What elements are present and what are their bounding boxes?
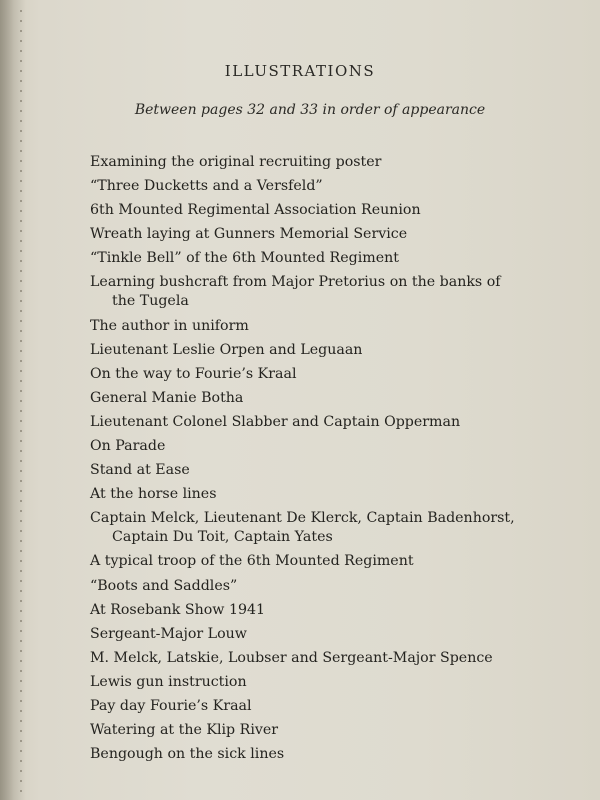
stitch-dot (20, 660, 22, 662)
stitch-dot (20, 570, 22, 572)
gutter-shadow (0, 0, 26, 800)
stitch-dot (20, 590, 22, 592)
stitch-dot (20, 420, 22, 422)
illustration-item (90, 509, 570, 547)
illustration-item (90, 625, 570, 644)
stitch-dot (20, 140, 22, 142)
stitch-dot (20, 130, 22, 132)
illustration-item (90, 225, 570, 244)
illustration-caption: A typical troop of the 6th Mounted Regiment (90, 553, 414, 570)
illustration-item (90, 413, 570, 432)
illustration-item (90, 601, 570, 620)
stitch-dot (20, 520, 22, 522)
illustration-caption: Learning bushcraft from Major Pretorius on the banks of (90, 274, 501, 291)
illustration-caption: Stand at Ease (90, 462, 190, 479)
stitch-dot (20, 270, 22, 272)
illustration-item (90, 389, 570, 408)
illustration-item (90, 317, 570, 336)
stitch-dot (20, 260, 22, 262)
illustration-caption: M. Melck, Latskie, Loubser and Sergeant-Major Spence (90, 649, 493, 666)
stitch-dot (20, 340, 22, 342)
stitch-dot (20, 290, 22, 292)
page-title: ILLUSTRATIONS (224, 62, 376, 80)
stitch-dot (20, 700, 22, 702)
stitch-dot (20, 510, 22, 512)
illustration-caption: On the way to Fourie’s Kraal (90, 365, 297, 382)
illustration-caption: Wreath laying at Gunners Memorial Service (90, 226, 408, 243)
stitch-dot (20, 450, 22, 452)
stitch-dot (20, 80, 22, 82)
illustration-caption: Lieutenant Colonel Slabber and Captain Opperman (90, 413, 461, 430)
illustration-caption: On Parade (90, 438, 166, 455)
stitch-dot (20, 710, 22, 712)
stitch-dot (20, 160, 22, 162)
stitch-dot (20, 120, 22, 122)
stitch-dot (20, 770, 22, 772)
illustration-item (90, 721, 570, 740)
stitch-dot (20, 180, 22, 182)
stitch-dot (20, 90, 22, 92)
stitch-dot (20, 720, 22, 722)
stitch-dot (20, 650, 22, 652)
illustration-caption: The author in uniform (90, 317, 249, 334)
illustration-caption: Captain Melck, Lieutenant De Klerck, Captain Badenhorst, (90, 510, 515, 527)
stitch-dot (20, 580, 22, 582)
illustration-caption: Lieutenant Leslie Orpen and Leguaan (90, 341, 363, 358)
illustration-item (90, 365, 570, 384)
illustration-item (90, 177, 570, 196)
stitch-dot (20, 380, 22, 382)
illustration-caption: Pay day Fourie’s Kraal (90, 697, 252, 714)
stitch-dot (20, 640, 22, 642)
stitch-dot (20, 330, 22, 332)
illustration-caption: At Rosebank Show 1941 (90, 601, 266, 618)
stitch-dot (20, 360, 22, 362)
stitch-dot (20, 350, 22, 352)
stitch-dot (20, 600, 22, 602)
stitch-dot (20, 690, 22, 692)
stitch-dot (20, 500, 22, 502)
illustration-item (90, 249, 570, 268)
illustration-caption: Examining the original recruiting poster (90, 154, 382, 170)
stitch-dot (20, 150, 22, 152)
stitch-dot (20, 310, 22, 312)
illustration-caption: At the horse lines (90, 486, 217, 503)
illustration-caption: “Tinkle Bell” of the 6th Mounted Regiment (90, 250, 399, 267)
illustration-item (90, 697, 570, 716)
stitch-dot (20, 490, 22, 492)
illustration-item (90, 673, 570, 692)
illustration-list (90, 153, 570, 769)
illustration-item (90, 649, 570, 668)
illustration-item (90, 485, 570, 504)
stitch-dot (20, 430, 22, 432)
stitch-dot (20, 320, 22, 322)
stitch-dot (20, 540, 22, 542)
stitch-dot (20, 460, 22, 462)
illustration-caption: 6th Mounted Regimental Association Reunion (90, 202, 421, 219)
stitch-dot (20, 550, 22, 552)
stitch-dot (20, 750, 22, 752)
stitch-dot (20, 530, 22, 532)
illustration-item (90, 341, 570, 360)
stitch-dot (20, 780, 22, 782)
stitch-dot (20, 730, 22, 732)
stitch-dot (20, 790, 22, 792)
stitch-dot (20, 170, 22, 172)
illustration-caption: Sergeant-Major Louw (90, 625, 247, 642)
stitch-dot (20, 410, 22, 412)
stitch-dot (20, 610, 22, 612)
illustration-item (90, 273, 570, 311)
stitch-dot (20, 230, 22, 232)
illustration-caption: “Boots and Saddles” (90, 577, 238, 594)
stitch-dot (20, 210, 22, 212)
stitch-dot (20, 50, 22, 52)
stitch-dot (20, 470, 22, 472)
illustration-item (90, 201, 570, 220)
stitch-dot (20, 670, 22, 672)
stitch-dot (20, 220, 22, 222)
illustration-item (90, 461, 570, 480)
stitch-dot (20, 300, 22, 302)
stitch-dot (20, 630, 22, 632)
stitch-dot (20, 370, 22, 372)
illustration-item (90, 437, 570, 456)
stitch-dot (20, 40, 22, 42)
stitch-dot (20, 280, 22, 282)
illustration-item (90, 577, 570, 596)
illustration-item (90, 153, 570, 172)
illustration-caption: General Manie Botha (90, 389, 244, 406)
illustration-caption: “Three Ducketts and a Versfeld” (90, 178, 323, 195)
page-subtitle: Between pages 32 and 33 in order of appearance (134, 102, 486, 118)
stitch-dot (20, 20, 22, 22)
stitch-dot (20, 620, 22, 622)
stitch-dot (20, 680, 22, 682)
illustration-caption: Lewis gun instruction (90, 673, 247, 690)
stitch-dot (20, 560, 22, 562)
stitch-dot (20, 200, 22, 202)
illustration-caption-continuation: Captain Du Toit, Captain Yates (112, 529, 333, 546)
stitch-dot (20, 400, 22, 402)
stitch-dot (20, 190, 22, 192)
stitch-dot (20, 10, 22, 12)
illustration-caption-continuation: the Tugela (112, 293, 189, 310)
illustration-caption: Bengough on the sick lines (90, 746, 285, 763)
illustration-item (90, 552, 570, 571)
stitch-dot (20, 250, 22, 252)
stitch-dot (20, 440, 22, 442)
stitch-dot (20, 390, 22, 392)
stitch-dot (20, 240, 22, 242)
stitch-dot (20, 760, 22, 762)
stitch-dot (20, 480, 22, 482)
stitch-dot (20, 30, 22, 32)
stitch-dot (20, 740, 22, 742)
illustration-caption: Watering at the Klip River (90, 722, 279, 739)
illustration-item (90, 745, 570, 764)
